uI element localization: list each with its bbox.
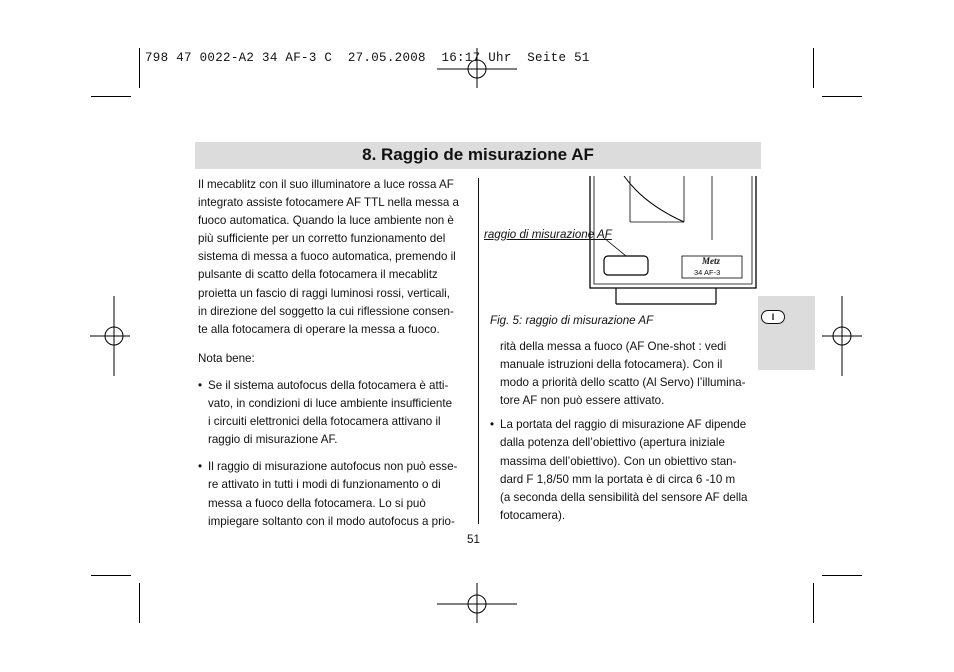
- text-line: Se il sistema autofocus della fotocamera è atti-: [208, 378, 449, 392]
- text-line: impiegare soltanto con il modo autofocus a prio-: [208, 514, 455, 528]
- text-line: dalla potenza dell’obiettivo (apertura iniziale: [500, 436, 725, 450]
- text-line: proietta un fascio di raggi luminosi rossi, verticali,: [198, 286, 450, 300]
- text-line: vato, in condizioni di luce ambiente insufficiente: [208, 397, 453, 411]
- model-label: 34 AF-3: [694, 268, 721, 277]
- text-line: pulsante di scatto della fotocamera il mecablitz: [198, 268, 438, 282]
- text-line: tore AF non può essere attivato.: [500, 394, 665, 408]
- crop-mark: [822, 575, 862, 576]
- text-line: te alla fotocamera di operare la messa a fuoco.: [198, 322, 440, 336]
- crop-mark: [139, 48, 140, 88]
- crop-mark: [813, 583, 814, 623]
- text-line: La portata del raggio di misurazione AF dipende: [500, 418, 747, 432]
- bullet-symbol: •: [198, 460, 203, 474]
- print-header: 798 47 0022-A2 34 AF-3 C 27.05.2008 16:17 Uhr Seite 51: [145, 51, 590, 65]
- text-line: messa a fuoco della fotocamera. Lo si può: [208, 496, 426, 510]
- text-line: fotocamera).: [500, 508, 566, 522]
- crop-mark: [91, 96, 131, 97]
- text-line: modo a priorità dello scatto (Al Servo) l’illumina-: [500, 376, 746, 390]
- continued-paragraph: [490, 338, 758, 410]
- registration-mark-left: [90, 296, 130, 376]
- text-line: più sufficiente per un corretto funzionamento del: [198, 232, 446, 246]
- text-line: Il raggio di misurazione autofocus non può esse-: [208, 460, 458, 474]
- right-column: [490, 338, 758, 525]
- figure-caption: Fig. 5: raggio di misurazione AF: [490, 314, 654, 327]
- bullet-item: [198, 377, 466, 449]
- language-tab: [758, 296, 815, 370]
- text-line: integrato assiste fotocamere AF TTL nella messa a: [198, 196, 459, 210]
- flash-unit-illustration: [586, 176, 762, 308]
- registration-mark-bottom: [437, 583, 517, 623]
- crop-mark: [822, 96, 862, 97]
- language-tab-label: I: [761, 310, 785, 324]
- intro-paragraph: [198, 176, 466, 339]
- text-line: raggio di misurazione AF.: [208, 433, 338, 447]
- text-line: (a seconda della sensibilità del sensore AF della: [500, 490, 748, 504]
- bullet-item: [198, 458, 466, 530]
- note-label: Nota bene:: [198, 351, 255, 365]
- left-column: [198, 176, 466, 531]
- bullet-symbol: •: [198, 378, 203, 392]
- section-title-band: [195, 142, 761, 169]
- bullet-symbol: •: [490, 418, 495, 432]
- text-line: massima dell’obiettivo). Con un obiettivo stan-: [500, 454, 737, 468]
- text-line: Il mecablitz con il suo illuminatore a luce rossa AF: [198, 178, 454, 191]
- section-title: 8. Raggio de misurazione AF: [362, 145, 594, 164]
- text-line: sistema di messa a fuoco automatica, premendo il: [198, 250, 456, 264]
- text-line: i circuiti elettronici della fotocamera attivano il: [208, 415, 441, 429]
- bullet-item: [490, 416, 758, 525]
- page-number: 51: [467, 533, 480, 546]
- callout-label: raggio di misurazione AF: [484, 228, 612, 241]
- text-line: rità della messa a fuoco (AF One-shot : vedi: [500, 340, 727, 353]
- text-line: manuale istruzioni della fotocamera). Con il: [500, 358, 723, 372]
- text-line: dard F 1,8/50 mm la portata è di circa 6 -10 m: [500, 472, 736, 486]
- text-line: in direzione del soggetto la cui riflessione consen-: [198, 304, 454, 318]
- brand-logo: Metz: [702, 256, 720, 266]
- crop-mark: [91, 575, 131, 576]
- text-line: fuoco automatica. Quando la luce ambiente non è: [198, 214, 454, 228]
- column-divider: [478, 178, 479, 524]
- text-line: re attivato in tutti i modi di funzionamento o di: [208, 478, 441, 492]
- crop-mark: [139, 583, 140, 623]
- registration-mark-right: [822, 296, 862, 376]
- crop-mark: [813, 48, 814, 88]
